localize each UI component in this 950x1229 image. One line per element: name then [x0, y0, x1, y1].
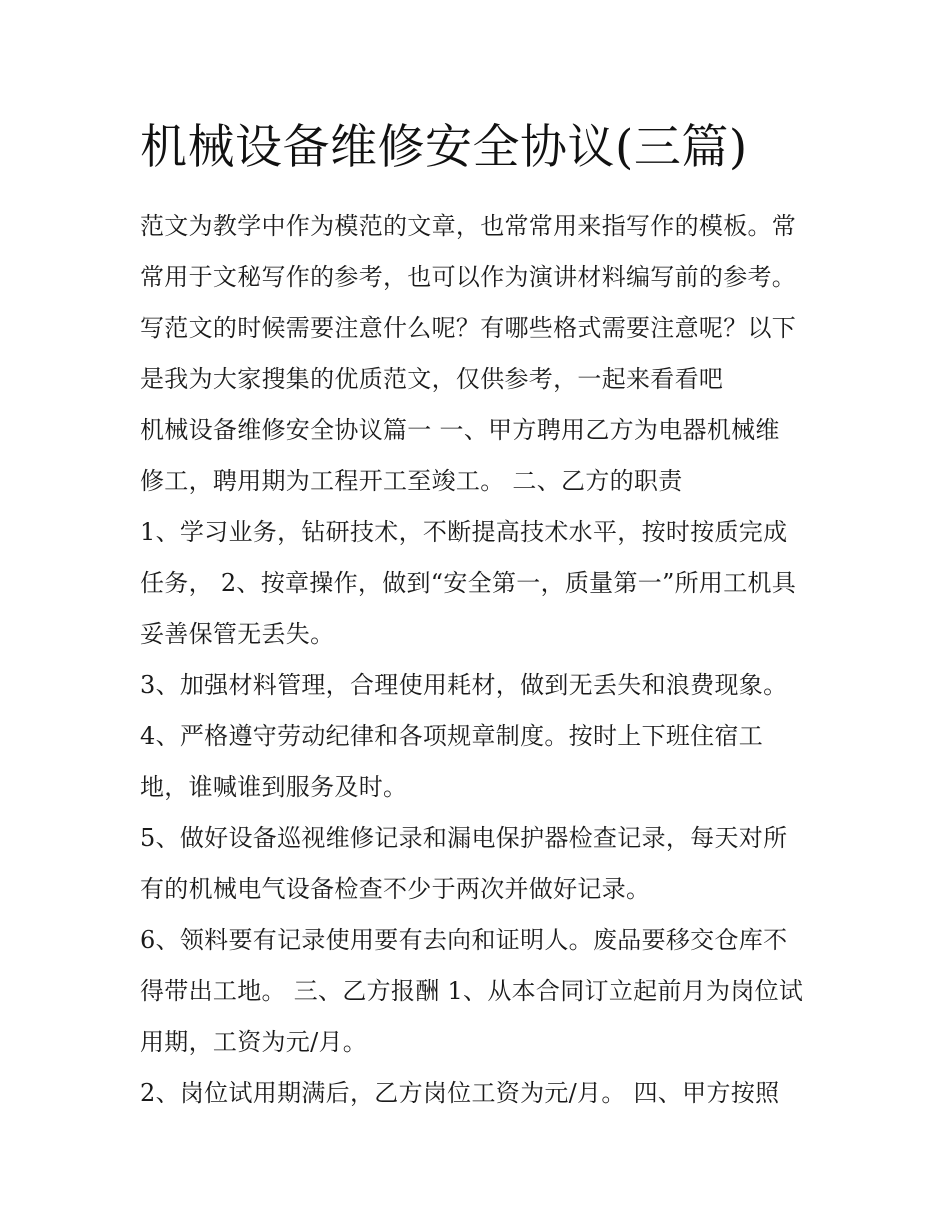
text-line: 有的机械电气设备检查不少于两次并做好记录。 — [140, 875, 651, 903]
text-line: 是我为大家搜集的优质范文，仅供参考，一起来看看吧 — [140, 365, 724, 393]
text-line: 常用于文秘写作的参考，也可以作为演讲材料编写前的参考。 — [140, 263, 797, 291]
text-line: 机械设备维修安全协议篇一 一、甲方聘用乙方为电器机械维 — [140, 416, 780, 444]
text-line: 4、严格遵守劳动纪律和各项规章制度。按时上下班住宿工 — [140, 722, 764, 750]
text-line: 用期，工资为元/月。 — [140, 1028, 368, 1056]
text-line: 妥善保管无丢失。 — [140, 620, 335, 648]
text-line: 1、学习业务，钻研技术，不断提高技术水平，按时按质完成 — [140, 518, 788, 546]
text-line: 3、加强材料管理，合理使用耗材，做到无丢失和浪费现象。 — [140, 671, 788, 699]
text-line: 写范文的时候需要注意什么呢？有哪些格式需要注意呢？以下 — [140, 314, 797, 342]
text-line: 任务， 2、按章操作，做到“安全第一，质量第一”所用工机具 — [140, 569, 797, 597]
text-line: 5、做好设备巡视维修记录和漏电保护器检查记录，每天对所 — [140, 824, 788, 852]
document-title: 机械设备维修安全协议(三篇) — [140, 120, 748, 175]
text-line: 地，谁喊谁到服务及时。 — [140, 773, 408, 801]
text-line: 6、领料要有记录使用要有去向和证明人。废品要移交仓库不 — [140, 926, 788, 954]
text-line: 修工，聘用期为工程开工至竣工。 二、乙方的职责 — [140, 467, 683, 495]
document-body — [140, 201, 820, 1119]
text-line: 得带出工地。 三、乙方报酬 1、从本合同订立起前月为岗位试 — [140, 977, 804, 1005]
text-line: 范文为教学中作为模范的文章，也常常用来指写作的模板。常 — [140, 212, 797, 240]
text-line: 2、岗位试用期满后，乙方岗位工资为元/月。 四、甲方按照 — [140, 1079, 780, 1107]
